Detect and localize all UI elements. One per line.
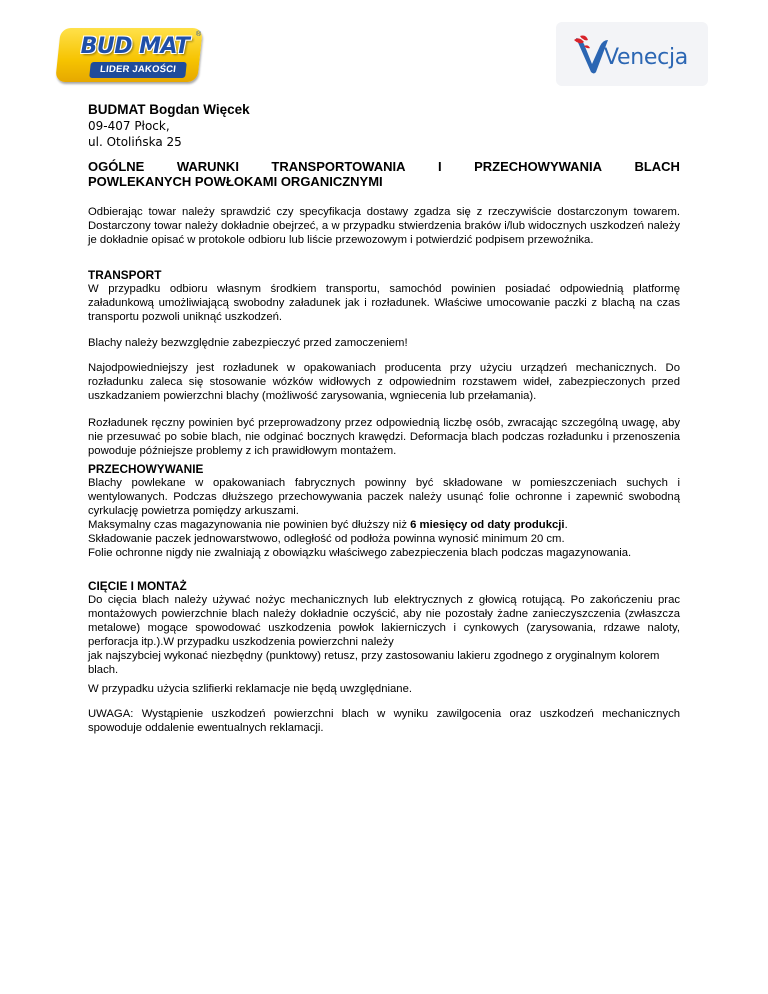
budmat-logo-tagline: LIDER JAKOŚCI [89, 62, 187, 78]
storage-heading: PRZECHOWYWANIE [88, 462, 204, 476]
transport-paragraph-3: Najodpowiedniejszy jest rozładunek w opakowaniach producenta przy użyciu urządzeń mechanicznych. Do rozładunku zaleca się stosowanie wózków widłowych z odpowiednim rozstawem wideł, zabezpieczonych przed uszkadzaniem powierzchni blachy (możliwość zarysowania, wgniecenia lub przełamania). [88, 362, 680, 402]
document-title [88, 159, 680, 189]
grinder-note [88, 682, 680, 696]
intro-paragraph [88, 205, 680, 247]
document-title-line-2: POWLEKANYCH POWŁOKAMI ORGANICZNYMI [88, 174, 383, 189]
cutting-heading: CIĘCIE I MONTAŻ [88, 579, 187, 593]
title-word: TRANSPORTOWANIA [271, 159, 406, 174]
venecja-logo-word: Venecja [604, 45, 688, 70]
storage-section [88, 462, 680, 560]
company-name: BUDMAT Bogdan Więcek [88, 102, 250, 117]
cutting-section [88, 579, 680, 677]
transport-paragraph-2: Blachy należy bezwzględnie zabezpieczyć przed zamoczeniem! [88, 337, 408, 349]
intro-text: Odbierając towar należy sprawdzić czy specyfikacja dostawy zgadza się z rzeczywiście dostarczonym towarem. Dostarczony towar należy dokładnie obejrzeć, a w przypadku stwierdzenia braków i/lub widocznych uszkodzeń należy je dokładnie opisać w protokole odbioru lub liście przewozowym i potwierdzić podpisem przewoźnika. [88, 206, 680, 246]
warning-note [88, 707, 680, 735]
document-title-line-1 [88, 159, 680, 174]
cutting-paragraph-1: Do cięcia blach należy używać nożyc mechanicznych lub elektrycznych z głowicą rotującą. Po zakończeniu prac montażowych powierzchnie blach należy dokładnie oczyścić, aby nie pozostały żadne zanieczyszczenia (zwłaszcza metalowe) mogące spowodować uszkodzenia powłok lakierniczych i cynkowych (zarysowania, rdzawe naloty, perforacja itp.).W przypadku uszkodzenia powierzchni należy [88, 594, 680, 648]
storage-p2-end: . [564, 519, 568, 531]
cutting-paragraph-4: UWAGA: Wystąpienie uszkodzeń powierzchni blach w wyniku zawilgocenia oraz uszkodzeń mechanicznych spowoduje oddalenie ewentualnych reklamacji. [88, 708, 680, 734]
cutting-paragraph-2: jak najszybciej wykonać niezbędny (punktowy) retusz, przy zastosowaniu lakieru zgodnego z oryginalnym kolorem blach. [88, 650, 660, 676]
storage-paragraph-2 [88, 518, 680, 532]
storage-paragraph-1: Blachy powlekane w opakowaniach fabrycznych powinny być składowane w pomieszczeniach suchych i wentylowanych. Podczas dłuższego przechowywania paczek należy usunąć folie ochronne i zapewnić swobodną cyrkulację powietrza pomiędzy arkuszami. [88, 477, 680, 517]
title-word: BLACH [634, 159, 680, 174]
storage-p2-start: Maksymalny czas magazynowania nie powinien być dłuższy niż [88, 519, 411, 531]
transport-heading: TRANSPORT [88, 268, 162, 282]
title-word: I [438, 159, 442, 174]
transport-paragraph-1: W przypadku odbioru własnym środkiem transportu, samochód powinien posiadać odpowiednią platformę załadunkową umożliwiającą swobodny załadunek jak i rozładunek. Właściwe umocowanie paczki z blachą na czas transportu pozwoli uniknąć uszkodzeń. [88, 283, 680, 323]
storage-max-time: 6 miesięcy od daty produkcji [410, 519, 565, 531]
storage-paragraph-3: Składowanie paczek jednowarstwowo, odległość od podłoża powinna wynosić minimum 20 cm. [88, 533, 565, 545]
budmat-logo-registered-mark: ® [196, 31, 202, 38]
transport-paragraph-4: Rozładunek ręczny powinien być przeprowadzony przez odpowiednią liczbę osób, zwracając szczególną uwagę, aby nie przesuwać po sobie blach, nie odginać bocznych krawędzi. Deformacja blach podczas rozładunku i przenoszenia powoduje późniejsze problemy z ich prawidłowym montażem. [88, 417, 680, 457]
budmat-logo [58, 28, 206, 84]
title-word: OGÓLNE [88, 159, 145, 174]
title-word: PRZECHOWYWANIA [474, 159, 602, 174]
address-line-2: ul. Otolińska 25 [88, 135, 182, 149]
title-word: WARUNKI [176, 159, 239, 174]
transport-warning [88, 336, 680, 350]
transport-unloading [88, 361, 680, 403]
venecja-logo [556, 22, 708, 86]
address-line-1: 09-407 Płock, [88, 119, 170, 133]
storage-paragraph-4: Folie ochronne nigdy nie zwalniają z obowiązku właściwego zabezpieczenia blach podczas magazynowania. [88, 547, 632, 559]
transport-section [88, 268, 680, 324]
budmat-logo-brand: BUD MAT [80, 34, 190, 59]
transport-manual-unloading [88, 416, 680, 458]
cutting-paragraph-3: W przypadku użycia szlifierki reklamacje nie będą uwzględniane. [88, 683, 412, 695]
